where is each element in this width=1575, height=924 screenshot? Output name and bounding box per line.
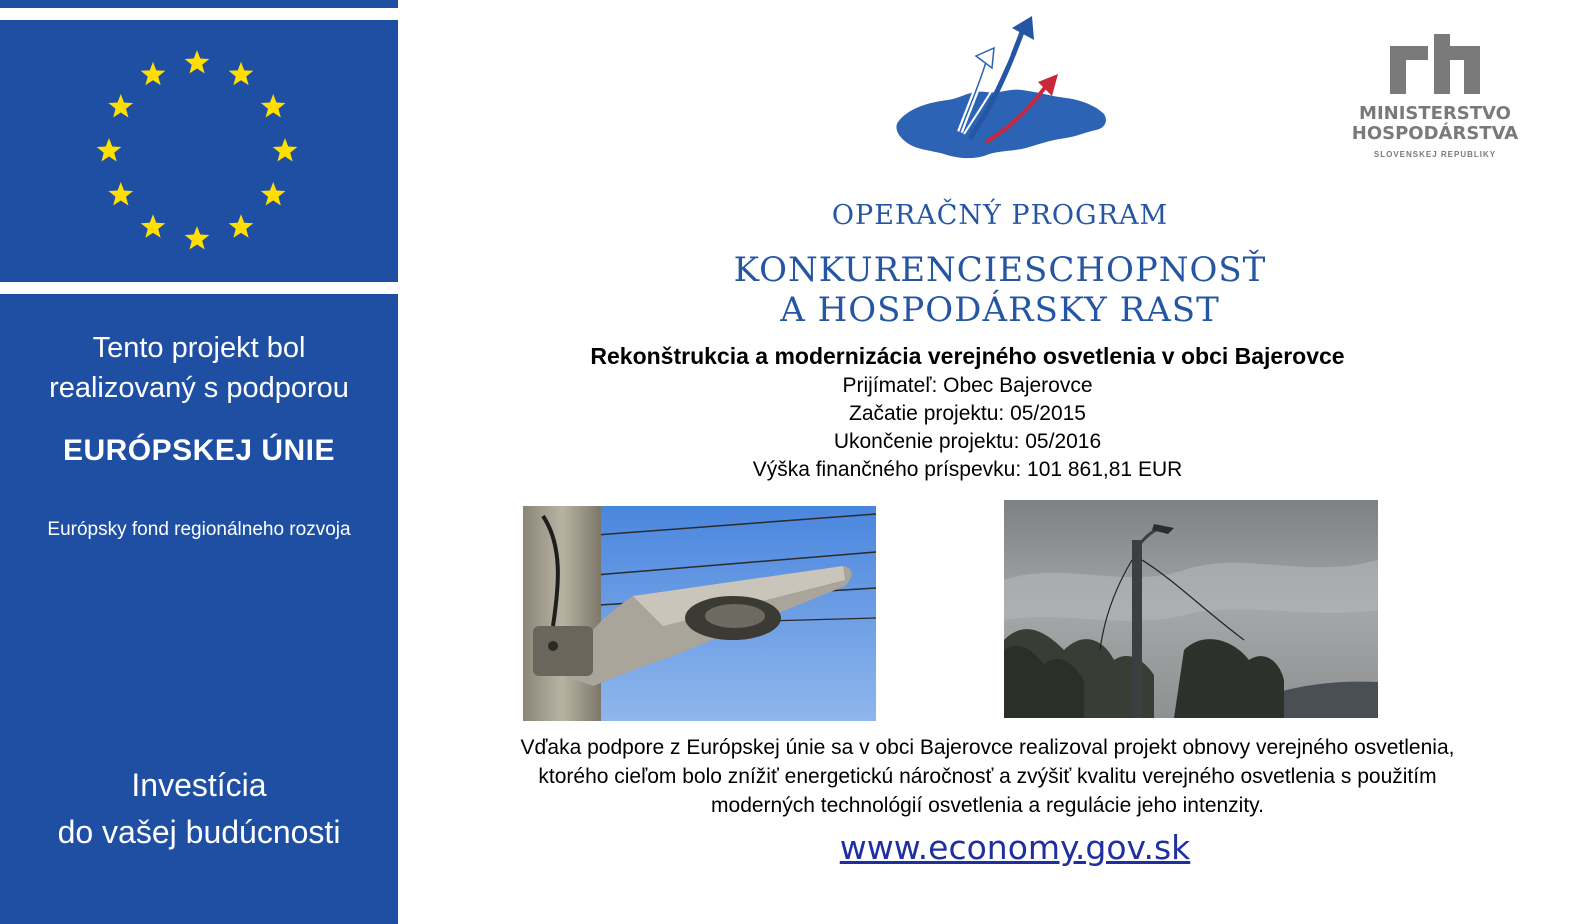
- old-street-lamp-photo: [523, 506, 876, 721]
- new-street-lamp-photo: [1004, 500, 1378, 718]
- eu-star-icon: [273, 138, 298, 162]
- eu-invest-line-1: Investícia: [131, 767, 267, 803]
- eu-star-icon: [185, 226, 210, 250]
- eu-star-icon: [108, 94, 133, 118]
- website-link[interactable]: www.economy.gov.sk: [839, 828, 1191, 867]
- project-info: [480, 340, 1455, 484]
- project-title: Rekonštrukcia a modernizácia verejného osvetlenia v obci Bajerovce: [590, 343, 1345, 369]
- project-recipient: Prijímateľ: Obec Bajerovce: [842, 374, 1093, 397]
- description-line-3: moderných technológií osvetlenia a regulácie jeho intenzity.: [711, 794, 1264, 817]
- ministry-name-line-2: HOSPODÁRSTVA: [1351, 123, 1519, 144]
- eu-support-block: [0, 294, 398, 924]
- eu-stars-icon: [0, 20, 398, 282]
- eu-star-icon: [229, 62, 254, 86]
- eu-panel: [0, 0, 398, 924]
- eu-invest-line-2: do vašej budúcnosti: [57, 814, 341, 850]
- ministry-name-line-1: MINISTERSTVO: [1359, 103, 1511, 124]
- ministry-logo: [1350, 30, 1540, 170]
- program-name-line-1: KONKURENCIESCHOPNOSŤ: [733, 250, 1267, 290]
- slovakia-map-arrows-icon: [890, 10, 1115, 170]
- project-amount: Výška finančného príspevku: 101 861,81 EUR: [752, 458, 1183, 481]
- ministry-emblem-icon: [1350, 30, 1540, 100]
- description-line-2: ktorého cieľom bolo znížiť energetickú náročnosť a zvýšiť kvalitu verejného osvetlenia s použitím: [538, 765, 1437, 788]
- ministry-country: SLOVENSKEJ REPUBLIKY: [1373, 150, 1497, 159]
- eu-star-icon: [97, 138, 122, 162]
- eu-star-icon: [261, 182, 286, 206]
- eu-support-line-2: realizovaný s podporou: [49, 372, 349, 404]
- project-description: [435, 733, 1540, 820]
- eu-fund-name: Európsky fond regionálneho rozvoja: [47, 519, 351, 540]
- eu-star-icon: [185, 50, 210, 74]
- eu-top-strip: [0, 0, 398, 8]
- program-name: [700, 250, 1300, 330]
- project-end: Ukončenie projektu: 05/2016: [833, 430, 1102, 453]
- eu-star-icon: [141, 214, 166, 238]
- program-logo: [890, 10, 1115, 170]
- eu-star-icon: [108, 182, 133, 206]
- eu-star-icon: [229, 214, 254, 238]
- program-name-line-2: A HOSPODÁRSKY RAST: [780, 290, 1220, 330]
- project-start: Začatie projektu: 05/2015: [849, 402, 1086, 425]
- eu-support-text: [0, 328, 398, 408]
- eu-flag: [0, 20, 398, 282]
- description-line-1: Vďaka podpore z Európskej únie sa v obci Bajerovce realizoval projekt obnovy verejného osvetlenia,: [520, 736, 1455, 759]
- eu-support-line-1: Tento projekt bol: [92, 332, 306, 364]
- eu-star-icon: [261, 94, 286, 118]
- ministry-name: [1350, 104, 1520, 144]
- eu-star-icon: [141, 62, 166, 86]
- eu-invest-slogan: [0, 762, 398, 856]
- program-label: OPERAČNÝ PROGRAM: [831, 200, 1169, 231]
- eu-union-heading: EURÓPSKEJ ÚNIE: [62, 434, 336, 467]
